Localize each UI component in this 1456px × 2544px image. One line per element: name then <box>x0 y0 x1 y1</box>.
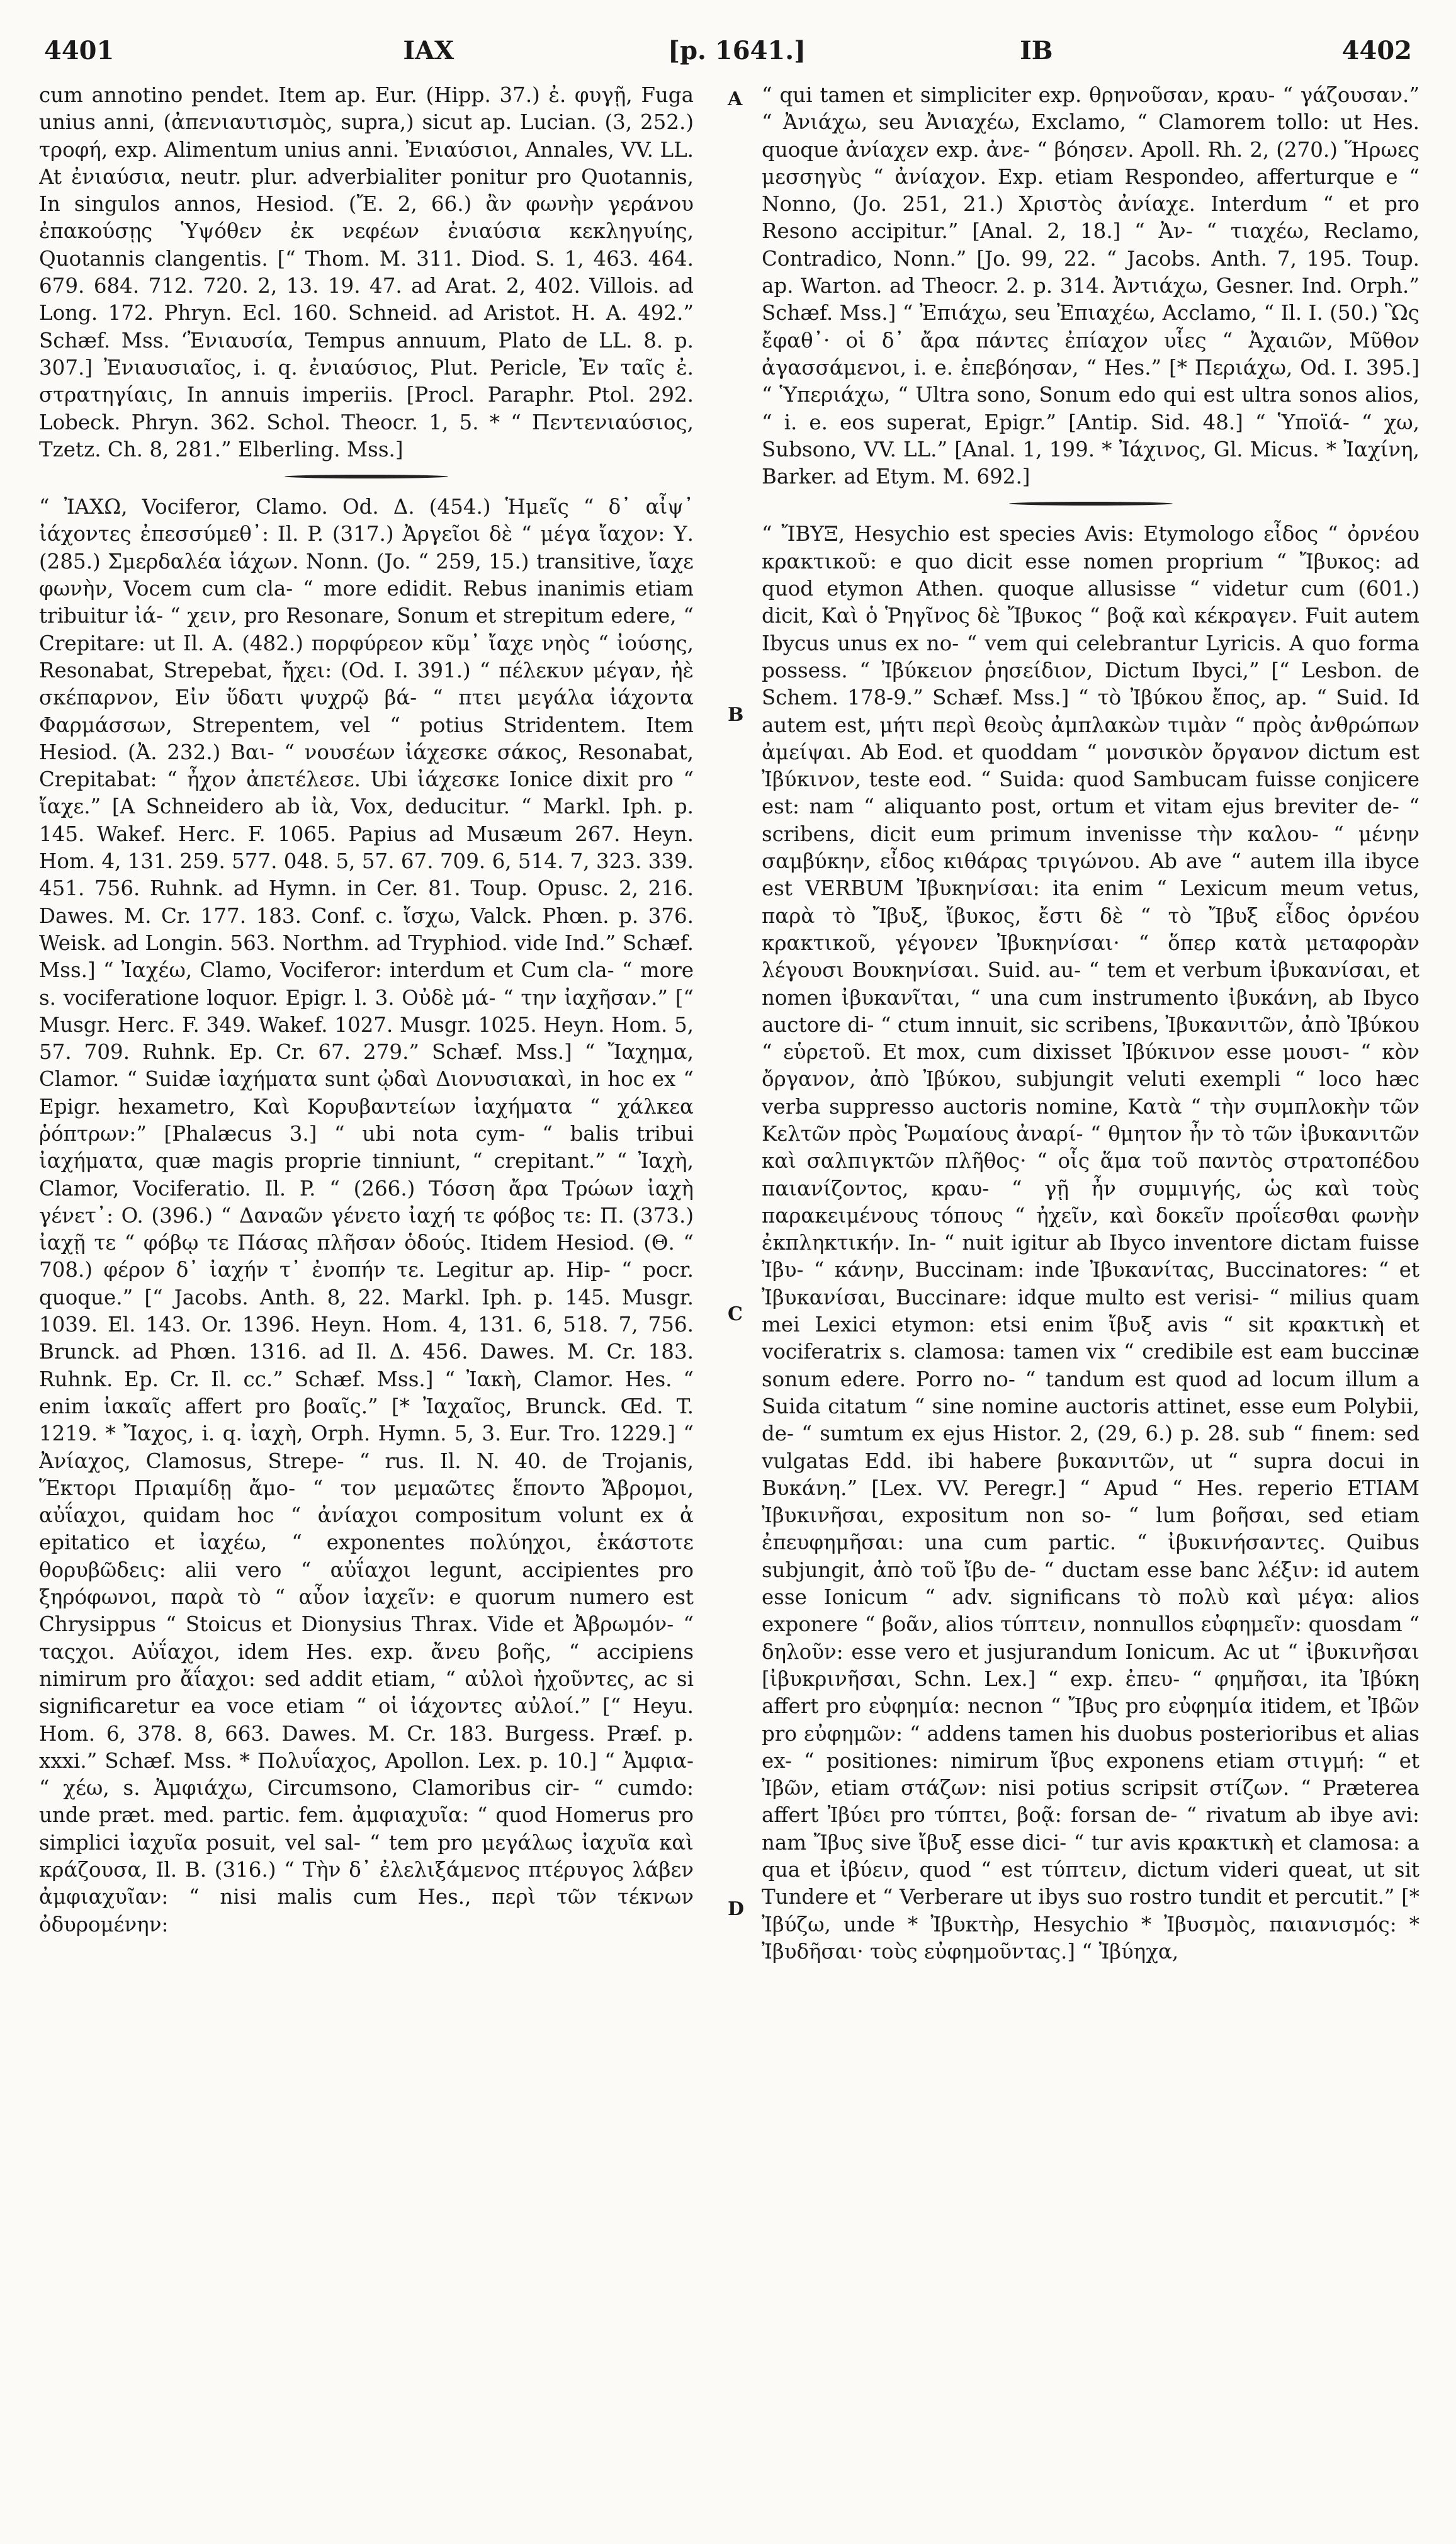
margin-letter-c: C <box>728 1303 743 1325</box>
entry-iacho: “ ἸΑΧΩ, Vociferor, Clamo. Od. Δ. (454.) Ἡμεῖς “ δ᾽ αἶψ᾽ ἰάχοντες ἐπεσσύμεθ᾽: Il. P. (317.) Ἀργεῖοι δὲ “ μέγα ἴαχον: Υ. (285.) Σμερδαλέα ἰάχων. Nonn. (Jo. “ 259, 15.) transitive, ἴαχε φωνὴν, Vocem cum cla- “ more edidit. Rebus inanimis etiam tribuitur ἰά- “ χειν, pro Resonare, Sonum et strepitum edere, “ Crepitare: ut Il. A. (482.) πορφύρεον κῦμ᾽ ἴαχε νηὸς “ ἰούσης, Resonabat, Strepebat, ἤχει: (Od. I. 391.) “ πέλεκυν μέγαν, ἠὲ σκέπαρνον, Εἰν ὕδατι ψυχρῷ βά- “ πτει μεγάλα ἰάχοντα Φαρμάσσων, Strepentem, vel “ potius Stridentem. Item Hesiod. (Ἀ. 232.) Βαι- “ νουσέων ἰάχεσκε σάκος, Resonabat, Crepitabat: “ ἦχον ἀπετέλεσε. Ubi ἰάχεσκε Ionice dixit pro “ ἴαχε.” [A Schneidero ab ἰὰ, Vox, deducitur. “ Markl. Iph. p. 145. Wakef. Herc. F. 1065. Papius ad Musæum 267. Heyn. Hom. 4, 131. 259. 577. 048. 5, 57. 67. 709. 6, 514. 7, 323. 339. 451. 756. Ruhnk. ad Hymn. in Cer. 81. Toup. Opusc. 2, 216. Dawes. M. Cr. 177. 183. Conf. c. ἴσχω, Valck. Phœn. p. 376. Weisk. ad Longin. 563. Northm. ad Tryphiod. vide Ind.” Schæf. Mss.] “ Ἰαχέω, Clamo, Vociferor: interdum et Cum cla- “ more s. vociferatione loquor. Epigr. l. 3. Οὐδὲ μά- “ την ἰαχῆσαν.” [“ Musgr. Herc. F. 349. Wakef. 1027. Musgr. 1025. Heyn. Hom. 5, 57. 709. Ruhnk. Ep. Cr. 67. 279.” Schæf. Mss.] “ Ἴαχημα, Clamor. “ Suidæ ἰαχήματα sunt ᾠδαὶ Διονυσιακαὶ, in hoc ex “ Epigr. hexametro, Καὶ Κορυβαντείων ἰαχήματα “ χάλκεα ῥόπτρων:” [Phalæcus 3.] “ ubi nota cym- “ balis tribui ἰαχήματα, quæ magis proprie tinniunt, “ crepitant.” “ Ἰαχὴ, Clamor, Vociferatio. Il. P. “ (266.) Τόσση ἄρα Τρώων ἰαχὴ γένετ᾽: O. (396.) “ Δαναῶν γένετο ἰαχή τε φόβος τε: Π. (373.) ἰαχῇ τε “ φόβῳ τε Πάσας πλῆσαν ὁδούς. Itidem Hesiod. (Θ. “ 708.) φέρον δ᾽ ἰαχήν τ᾽ ἐνοπήν τε. Legitur ap. Hip- “ pocr. quoque.” [“ Jacobs. Anth. 8, 22. Markl. Iph. p. 145. Musgr. 1039. El. 143. Or. 1396. Heyn. Hom. 4, 131. 6, 518. 7, 756. Brunck. ad Phœn. 1316. ad Il. Δ. 456. Dawes. M. Cr. 183. Ruhnk. Ep. Cr. Il. cc.” Schæf. Mss.] “ Ἰακὴ, Clamor. Hes. “ enim ἰακαῖς affert pro βοαῖς.” [* Ἰαχαῖος, Brunck. Œd. T. 1219. * Ἴαχος, i. q. ἰαχὴ, Orph. Hymn. 5, 3. Eur. Tro. 1229.] “ Ἀνίαχος, Clamosus, Strepe- “ rus. Il. N. 40. de Trojanis, Ἕκτορι Πριαμίδῃ ἄμο- “ τον μεμαῶτες ἕποντο Ἄβρομοι, αὐΐαχοι, quidam hoc “ ἀνίαχοι compositum volunt ex ἀ epitatico et ἰαχέω, “ exponentes πολύηχοι, ἑκάστοτε θορυβῶδεις: alii vero “ αὐΐαχοι legunt, accipientes pro ξηρόφωνοι, παρὰ τὸ “ αὖον ἰαχεῖν: e quorum numero est Chrysippus “ Stoicus et Dionysius Thrax. Vide et Ἀβρωμόν- “ ταςχοι. Αὐΐαχοι, idem Hes. exp. ἄνευ βοῆς, “ accipiens nimirum pro ἄΐαχοι: sed addit etiam, “ αὐλοὶ ἠχοῦντες, ac si significaretur ea voce etiam “ οἱ ἰάχοντες αὐλοί.” [“ Heyu. Hom. 6, 378. 8, 663. Dawes. M. Cr. 183. Burgess. Præf. p. xxxi.” Schæf. Mss. * Πολυΐαχος, Apollon. Lex. p. 10.] “ Ἀμφια- “ χέω, s. Ἀμφιάχω, Circumsono, Clamoribus cir- “ cumdo: unde præt. med. partic. fem. ἀμφιαχυῖα: “ quod Homerus pro simplici ἰαχυῖα posuit, vel sal- “ tem pro μεγάλως ἰαχυῖα καὶ κράζουσα, Il. B. (316.) “ Τὴν δ᾽ ἐλελιξάμενος πτέρυγος λάβεν ἀμφιαχυῖαν: “ nisi malis cum Hes., περὶ τῶν τέκνων ὀδυρομένην: <box>39 495 694 1936</box>
margin-letter-b: B <box>728 704 744 726</box>
entry-separator <box>39 472 694 481</box>
headword-right: IB <box>1020 35 1053 65</box>
left-column <box>39 82 694 2506</box>
margin-letter-d: D <box>728 1898 745 1920</box>
header-center <box>403 36 1052 65</box>
page-number-right: 4402 <box>1341 35 1412 65</box>
entry-eniausios-end: cum annotino pendet. Item ap. Eur. (Hipp. 37.) ἐ. φυγῇ, Fuga unius anni, (ἀπενιαυτισμὸς, supra,) sicut ap. Lucian. (3, 252.) τροφή, exp. Alimentum unius anni. Ἐνιαύσιοι, Annales, VV. LL. At ἐνιαύσια, neutr. plur. adverbialiter ponitur pro Quotannis, In singulos annos, Hesiod. (Ἔ. 2, 66.) ἂν φωνὴν γεράνου ἐπακούσῃς Ὑψόθεν ἐκ νεφέων ἐνιαύσια κεκληγυίης, Quotannis clangentis. [“ Thom. M. 311. Diod. S. 1, 463. 464. 679. 684. 712. 720. 2, 13. 19. 47. ad Arat. 2, 402. Villois. ad Long. 172. Phryn. Ecl. 160. Schneid. ad Aristot. H. A. 492.” Schæf. Mss. ‘Ἐνιαυσία, Tempus annuum, Plato de LL. 8. p. 307.] Ἐνιαυσιαῖος, i. q. ἐνιαύσιος, Plut. Pericle, Ἐν ταῖς ἐ. στρατηγίαις, In annuis imperiis. [Procl. Paraphr. Ptol. 292. Lobeck. Phryn. 362. Schol. Theocr. 1, 5. * “ Πεντενιαύσιος, Tzetz. Ch. 8, 281.” Elberling. Mss.] <box>39 83 694 461</box>
entry-ibyx: “ ἼΒΥΞ, Hesychio est species Avis: Etymologo εἶδος “ ὀρνέου κρακτικοῦ: e quo dicit esse nomen proprium “ Ἴβυκος: ad quod etymon Athen. quoque allusisse “ videtur cum (601.) dicit, Καὶ ὁ Ῥηγῖνος δὲ Ἴβυκος “ βοᾷ καὶ κέκραγεν. Fuit autem Ibycus unus ex no- “ vem qui celebrantur Lyricis. A quo forma possess. “ Ἰβύκειον ῥησείδιον, Dictum Ibyci,” [“ Lesbon. de Schem. 178-9.” Schæf. Mss.] “ τὸ Ἰβύκου ἔπος, ap. “ Suid. Id autem est, μήτι περὶ θεοὺς ἀμπλακὼν τιμὰν “ πρὸς ἀνθρώπων ἀμείψαι. Ab Eod. et quoddam “ μονσικὸν ὄργανον dictum est Ἰβύκινον, teste eod. “ Suida: quod Sambucam fuisse conjicere est: nam “ aliquanto post, ortum et vitam ejus breviter de- “ scribens, dicit eum primum invenisse τὴν καλου- “ μένην σαμβύκην, εἶδος κιθάρας τριγώνου. Ab ave “ autem illa ibyce est VERBUM Ἰβυκηνίσαι: ita enim “ Lexicum meum vetus, παρὰ τὸ Ἴβυξ, ἴβυκος, ἔστι δὲ “ τὸ Ἴβυξ εἶδος ὀρνέου κρακτικοῦ, γέγονεν Ἰβυκηνίσαι· “ ὅπερ κατὰ μεταφορὰν λέγουσι Βουκηνίσαι. Suid. au- “ tem et verbum ἰβυκανίσαι, et nomen ἰβυκανῖται, “ una cum instrumento ἰβυκάνη, ab Ibyco auctore di- “ ctum innuit, sic scribens, Ἰβυκανιτῶν, ἀπὸ Ἰβύκου “ εὑρετοῦ. Et mox, cum dixisset Ἰβύκινον esse μουσι- “ κὸν ὄργανον, ἀπὸ Ἰβύκου, subjungit veluti exempli “ loco hæc verba suppresso auctoris nomine, Κατὰ “ τὴν συμπλοκὴν τῶν Κελτῶν πρὸς Ῥωμαίους ἀναρί- “ θμητον ἦν τὸ τῶν ἰβυκανιτῶν καὶ σαλπιγκτῶν πλῆθος· “ οἷς ἅμα τοῦ παντὸς στρατοπέδου παιανίζοντος, κραυ- “ γῇ ἦν συμμιγής, ὡς καὶ τοὺς παρακειμένους τόπους “ ἠχεῖν, καὶ δοκεῖν προΐεσθαι φωνὴν ἐκπληκτικήν. In- “ nuit igitur ab Ibyco inventore dictam fuisse Ἰβυ- “ κάνην, Buccinam: inde Ἰβυκανίτας, Buccinatores: “ et Ἰβυκανίσαι, Buccinare: idque multo est verisi- “ milius quam mei Lexici etymon: etsi enim ἴβυξ avis “ sit κρακτικὴ et vociferatrix s. clamosa: tamen vix “ credibile est eam buccinæ sonum edere. Porro no- “ tandum est quod ad locum illum a Suida citatum “ sine nomine auctoris attinet, esse eum Polybii, de- “ sumtum ex ejus Histor. 2, (29, 6.) p. 28. sub “ finem: sed vulgatas Edd. ibi habere βυκανιτῶν, ut “ supra docui in Βυκάνη.” [Lex. VV. Peregr.] “ Apud “ Hes. reperio ETIAM Ἰβυκινῆσαι, expositum non so- “ lum βοῆσαι, sed etiam ἐπευφημῆσαι: una cum partic. “ ἰβυκινήσαντες. Quibus subjungit, ἀπὸ τοῦ ἴβυ de- “ ductam esse banc λέξιν: id autem esse Ionicum “ adv. significans τὸ πολὺ καὶ μέγα: alios exponere “ βοᾶν, alios τύπτειν, nonnullos εὐφημεῖν: quosdam “ δηλοῦν: esse vero et jusjurandum Ionicum. Ac ut “ ἰβυκινῆσαι [ἰβυκρινῆσαι, Schn. Lex.] “ exp. ἐπευ- “ φημῆσαι, ita Ἰβύκη affert pro εὐφημία: necnon “ Ἴβυς pro εὐφημία itidem, et Ἰβῶν pro εὐφημῶν: “ addens tamen his duobus posterioribus et alias ex- “ positiones: nimirum ἴβυς exponens etiam στιγμή: “ et Ἰβῶν, etiam στάζων: nisi potius scripsit στίζων. “ Præterea affert Ἰβύει pro τύπτει, βοᾷ: forsan de- “ rivatum ab ibye avi: nam Ἴβυς sive ἴβυξ esse dici- “ tur avis κρακτικὴ et clamosa: a qua et ἰβύειν, quod “ est τύπτειν, dictum videri queat, ut sit Tundere et “ Verberare ut ibys suo rostro tundit et percutit.” [* Ἰβύζω, unde * Ἰβυκτὴρ, Hesychio * Ἰβυσμὸς, παιανισμός: * Ἰβυδῆσαι· τοὺς εὐφημοῦντας.] “ Ἰβύηχα, <box>762 522 1419 1964</box>
page-number-left: 4401 <box>44 35 115 65</box>
headword-left: IAX <box>403 35 454 65</box>
right-column <box>762 82 1419 2506</box>
entry-separator <box>762 499 1419 508</box>
margin-letters <box>724 82 747 2506</box>
margin-letter-a: A <box>728 88 743 110</box>
running-header <box>44 25 1412 76</box>
entry-iacho-continued: “ qui tamen et simpliciter exp. θρηνοῦσαν, κραυ- “ γάζουσαν.” “ Ἀνιάχω, seu Ἀνιαχέω, Exclamo, “ Clamorem tollo: ut Hes. quoque ἀνίαχεν exp. ἀνε- “ βόησεν. Apoll. Rh. 2, (270.) Ἥρωες μεσσηγὺς “ ἀνίαχον. Exp. etiam Respondeo, afferturque e “ Nonno, (Jo. 251, 21.) Χριστὸς ἀνίαχε. Interdum “ et pro Resono accipitur.” [Anal. 2, 18.] “ Ἀν- “ τιαχέω, Reclamo, Contradico, Nonn.” [Jo. 99, 22. “ Jacobs. Anth. 7, 195. Toup. ap. Warton. ad Theocr. 2. p. 314. Ἀντιάχω, Gesner. Ind. Orph.” Schæf. Mss.] “ Ἐπιάχω, seu Ἐπιαχέω, Acclamo, “ Il. I. (50.) Ὣς ἔφαθ᾽· οἱ δ᾽ ἄρα πάντες ἐπίαχον υἷες “ Ἀχαιῶν, Μῦθον ἀγασσάμενοι, i. e. ἐπεβόησαν, “ Hes.” [* Περιάχω, Od. I. 395.] “ Ὑπεριάχω, “ Ultra sono, Sonum edo qui est ultra sonos alios, “ i. e. eos superat, Epigr.” [Antip. Sid. 48.] “ Ὑποϊά- “ χω, Subsono, VV. LL.” [Anal. 1, 199. * Ἰάχινος, Gl. Micus. * Ἰαχίνη, Barker. ad Etym. M. 692.] <box>762 83 1419 489</box>
page-reference: [p. 1641.] <box>668 35 806 65</box>
